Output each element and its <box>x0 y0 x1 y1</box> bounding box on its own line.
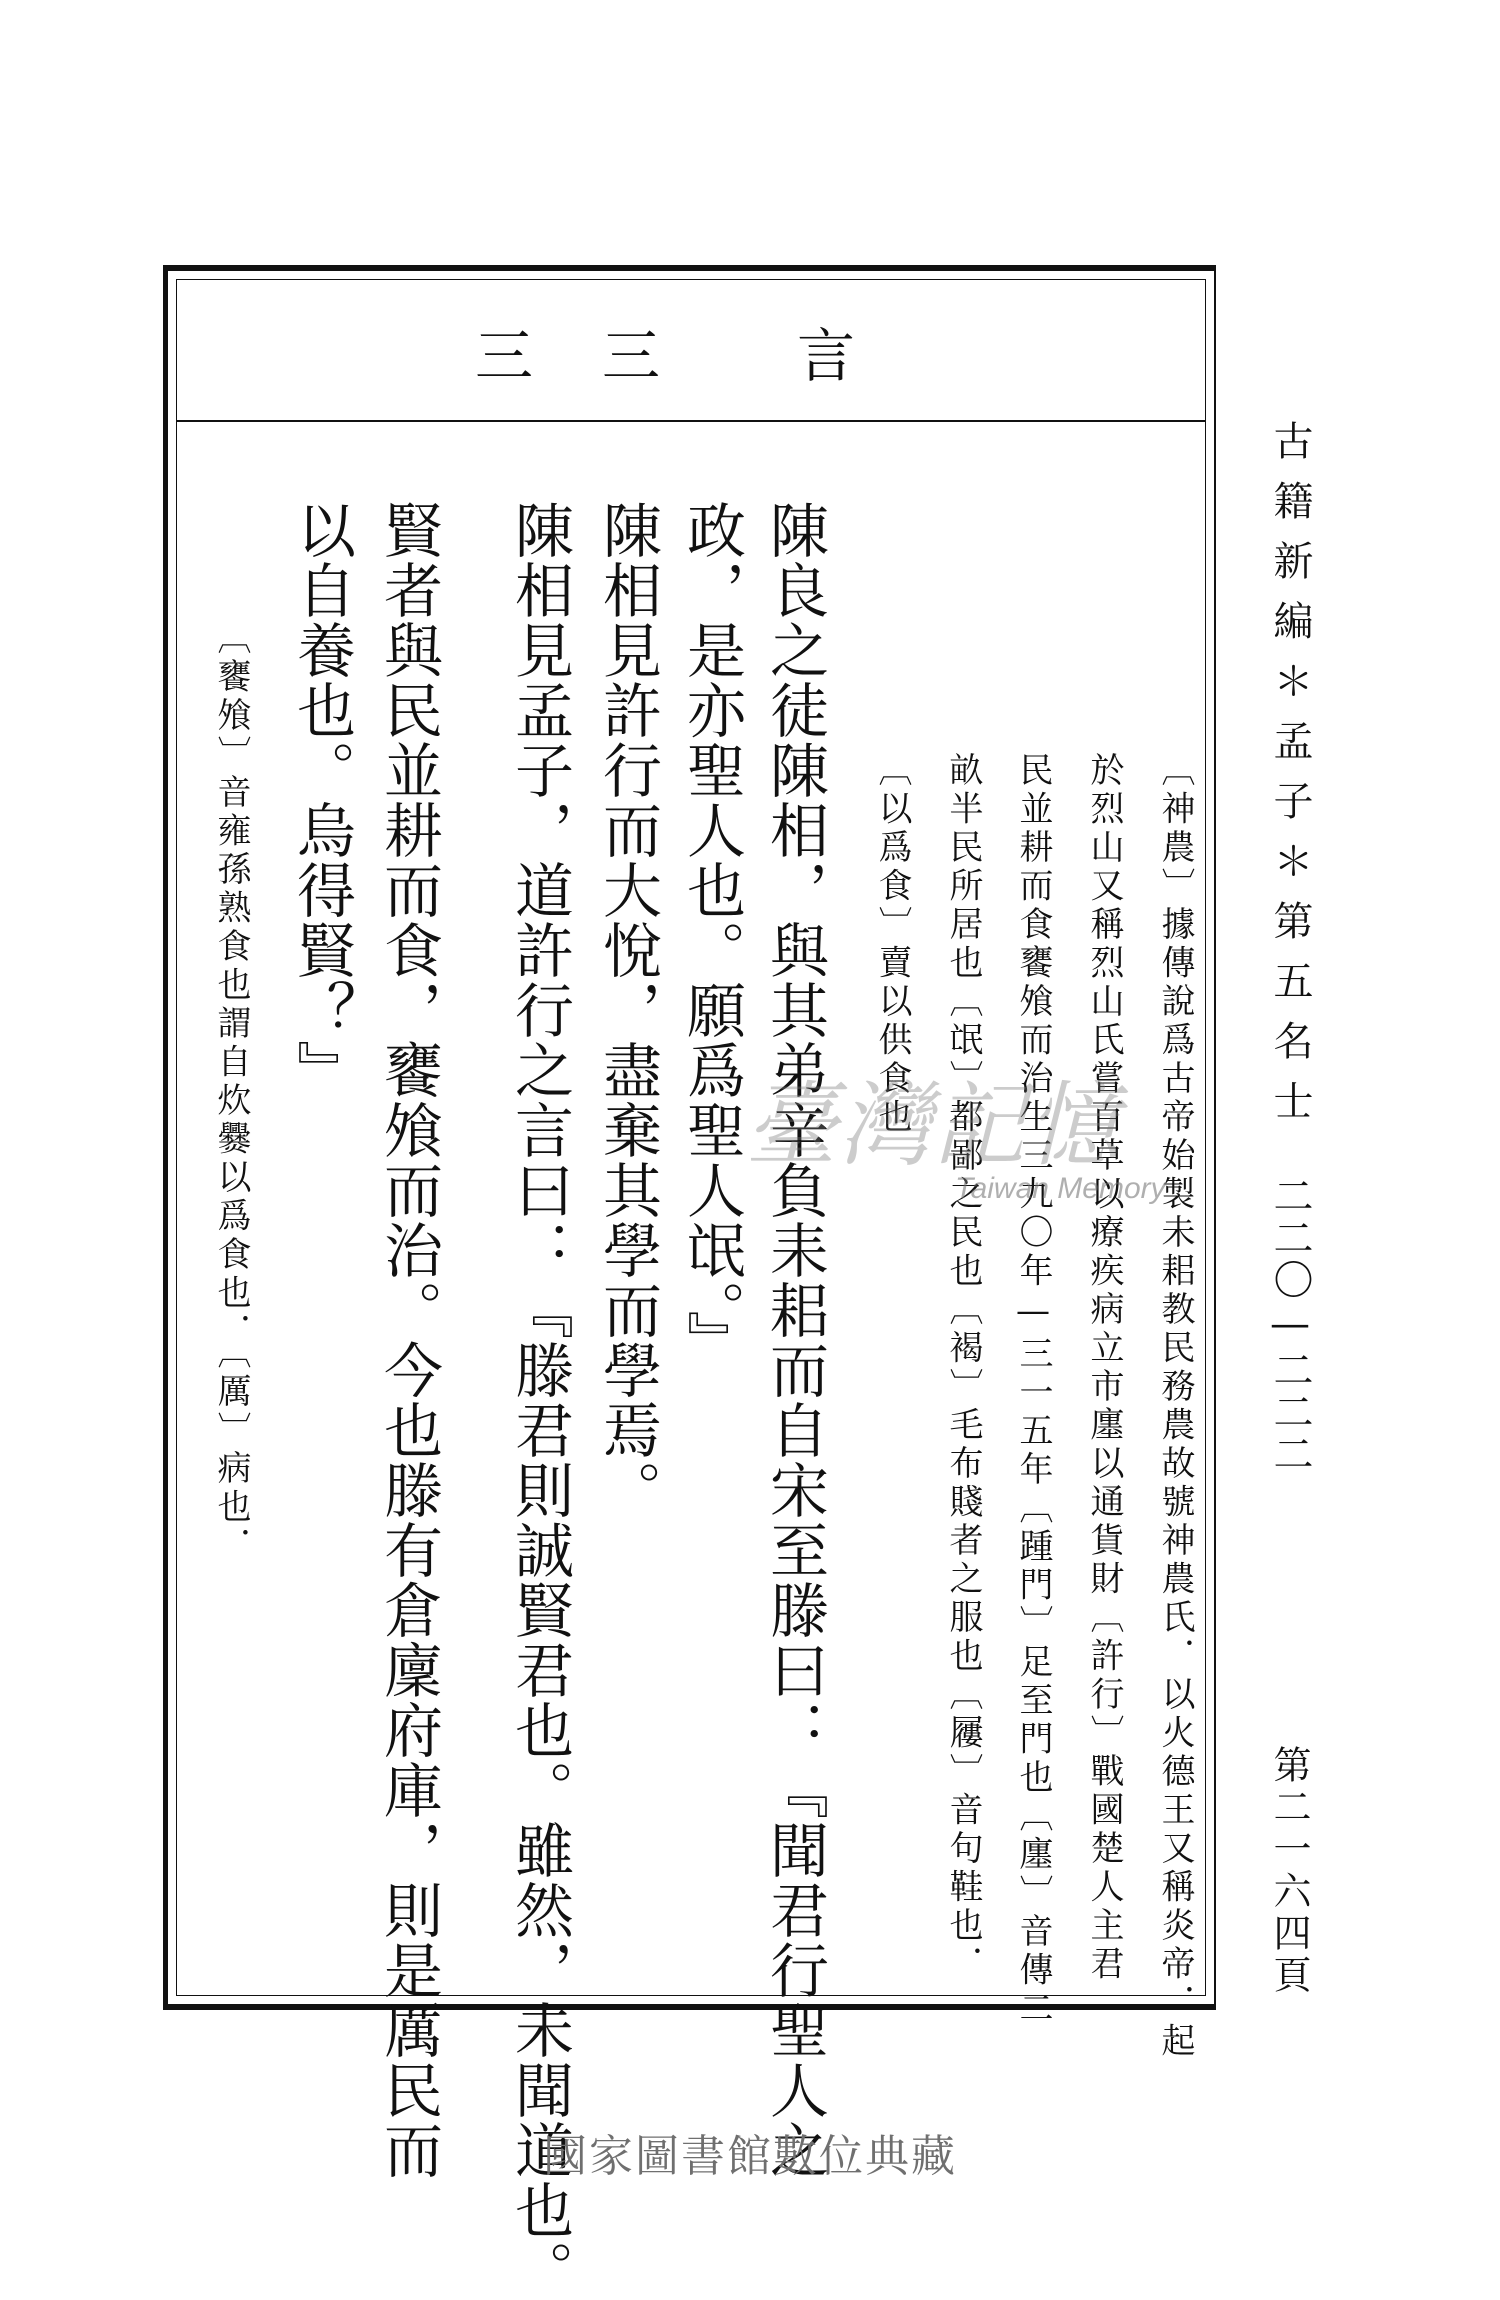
note-column-3: 民並耕而食饔飧而治生三九〇年—三一五年〔踵門〕足至門也〔廛〕音傳二 <box>1013 752 1053 2029</box>
main-text-column-6: 以自養也。烏得賢？』 <box>287 500 356 1100</box>
main-text-column-5: 賢者與民並耕而食，饔飧而治。今也滕有倉廩府庫，則是厲民而 <box>374 500 443 2180</box>
page-range-margin: 二二〇—二二二 <box>1267 1175 1313 1475</box>
note-column-lower: 〔饔飧〕音雍孫熟食也謂自炊爨以爲食也．〔厲〕病也． <box>211 620 251 1566</box>
note-column-4: 畝半民所居也〔氓〕都鄙之民也〔褐〕毛布賤者之服也〔屨〕音句鞋也． <box>943 752 983 1984</box>
main-text-column-2: 政，是亦聖人也。願爲聖人氓。』 <box>677 500 746 1371</box>
header-divider <box>177 420 1205 422</box>
header-mark-1: 言 <box>787 325 855 383</box>
main-text-column-1: 陳良之徒陳相，與其弟辛負耒耜而自宋至滕曰：『聞君行聖人之 <box>760 500 829 2180</box>
header-mark-3: 三 <box>465 325 533 383</box>
header-mark-2: 三 <box>592 325 660 383</box>
main-text-column-3: 陳相見許行而大悅，盡棄其學而學焉。 <box>593 500 662 1520</box>
main-text-column-4: 陳相見孟子，道許行之言曰：『滕君則誠賢君也。雖然，未聞道也。 <box>505 500 574 2300</box>
watermark-chinese: 臺灣記憶 <box>745 1072 1122 1179</box>
note-column-5: 〔以爲食〕賣以供食也 <box>872 752 912 1137</box>
book-title-margin: 古籍新編＊孟子＊第五名士 <box>1267 420 1313 1140</box>
watermark-english: Taiwan Memory <box>955 1172 1166 1205</box>
note-column-1: 〔神農〕據傳說爲古帝始製未耜教民務農故號神農氏．以火德王又稱炎帝．起 <box>1155 752 1195 2061</box>
note-column-2: 於烈山又稱烈山氏嘗百草以療疾病立市廛以通貨財〔許行〕戰國楚人主君 <box>1084 752 1124 1984</box>
page-number-margin: 第二一六四頁 <box>1267 1745 1311 1997</box>
footer-credit: 國家圖書館數位典藏 <box>543 2131 957 2182</box>
watermark <box>745 1072 1225 1205</box>
